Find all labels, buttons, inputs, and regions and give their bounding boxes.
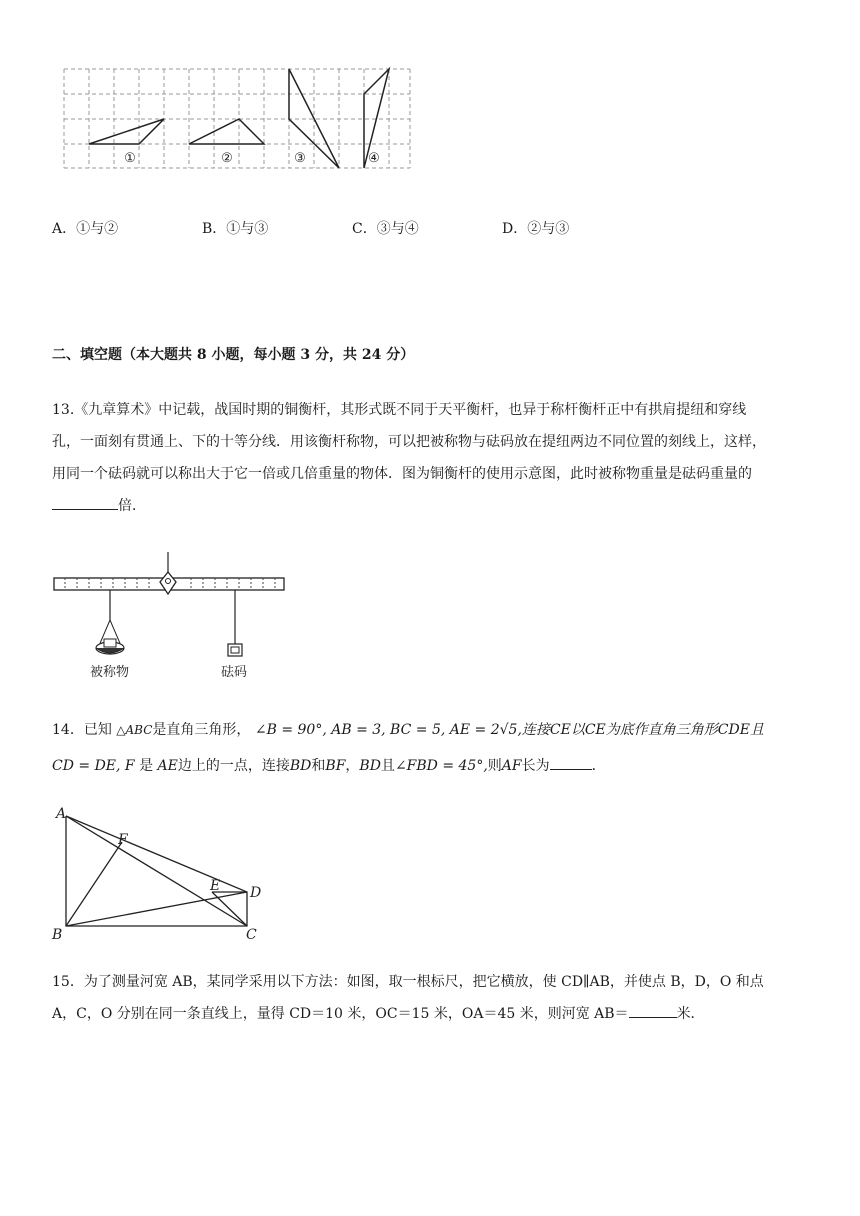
option-c[interactable] xyxy=(352,218,419,238)
point-C-label: C xyxy=(246,927,257,942)
option-d[interactable] xyxy=(502,218,569,238)
option-b-letter: B． xyxy=(202,221,227,237)
label-1: ① xyxy=(124,151,136,166)
option-a-text: ①与② xyxy=(76,221,119,237)
triangle-2 xyxy=(189,119,264,144)
option-b[interactable] xyxy=(202,218,268,238)
q13-line-4 xyxy=(52,490,812,522)
q13-line-4-suffix: 倍． xyxy=(118,498,146,514)
q14-line-2: CD = DE, F 是 AE边上的一点，连接BD和BF，BD且∠FBD = 45°,则AF长为 ． xyxy=(52,748,812,784)
right-item-label: 砝码 xyxy=(221,665,248,680)
q15-line-2: A，C，O 分别在同一条直线上，量得 CD＝10 米，OC＝15 米，OA＝45 米，则河宽 AB＝ 米． xyxy=(52,998,812,1030)
point-B-label: B xyxy=(52,927,63,942)
option-c-text: ③与④ xyxy=(376,221,419,237)
label-2: ② xyxy=(221,151,233,166)
option-a-letter: A． xyxy=(52,221,77,237)
question-15 xyxy=(52,966,812,1030)
label-3: ③ xyxy=(294,151,306,166)
balance-beam-figure xyxy=(50,550,290,686)
point-F-label: F xyxy=(118,832,128,848)
label-4: ④ xyxy=(368,151,380,166)
q13-answer-blank[interactable] xyxy=(52,495,118,510)
point-D-label: D xyxy=(250,885,262,901)
q15-line-1: 15．为了测量河宽 AB，某同学采用以下方法：如图，取一根标尺，把它横放，使 CD∥AB，并使点 B，D，O 和点 xyxy=(52,974,764,990)
question-13 xyxy=(52,394,812,522)
section-title: 二、填空题（本大题共 8 小题，每小题 3 分，共 24 分） xyxy=(52,347,415,363)
q14-triangle: △ABC xyxy=(116,723,153,737)
q13-line-1: 13.《九章算术》中记载，战国时期的铜衡杆，其形式既不同于天平衡杆，也异于称杆衡杆正中有拱肩提纽和穿线 xyxy=(52,402,747,418)
question-14 xyxy=(52,712,812,784)
q13-line-2: 孔，一面刻有贯通上、下的十等分线．用该衡杆称物，可以把被称物与砝码放在提纽两边不同位置的刻线上，这样， xyxy=(52,434,766,450)
option-d-letter: D． xyxy=(502,221,528,237)
geometry-figure xyxy=(50,802,280,942)
q14-conditions: ∠B = 90°, AB = 3, BC = 5, AE = 2√5 xyxy=(254,722,518,738)
option-b-text: ①与③ xyxy=(226,221,269,237)
q14-answer-blank[interactable] xyxy=(550,755,592,770)
q14-line-1: 14．已知 △ABC是直角三角形， ∠B = 90°, AB = 3, BC = 5, AE = 2√5,连接CE以CE为底作直角三角形CDE且 xyxy=(52,722,764,738)
point-E-label: E xyxy=(210,878,221,894)
option-c-letter: C． xyxy=(352,221,377,237)
grid-triangles-figure xyxy=(60,64,416,174)
option-a[interactable] xyxy=(52,218,118,238)
left-item-label: 被称物 xyxy=(90,665,130,680)
triangle-1 xyxy=(89,119,164,144)
point-A-label: A xyxy=(56,806,67,822)
option-d-text: ②与③ xyxy=(527,221,570,237)
q13-line-3: 用同一个砝码就可以称出大于它一倍或几倍重量的物体．图为铜衡杆的使用示意图，此时被称物重量是砝码重量的 xyxy=(52,466,752,482)
q15-answer-blank[interactable] xyxy=(629,1003,677,1018)
